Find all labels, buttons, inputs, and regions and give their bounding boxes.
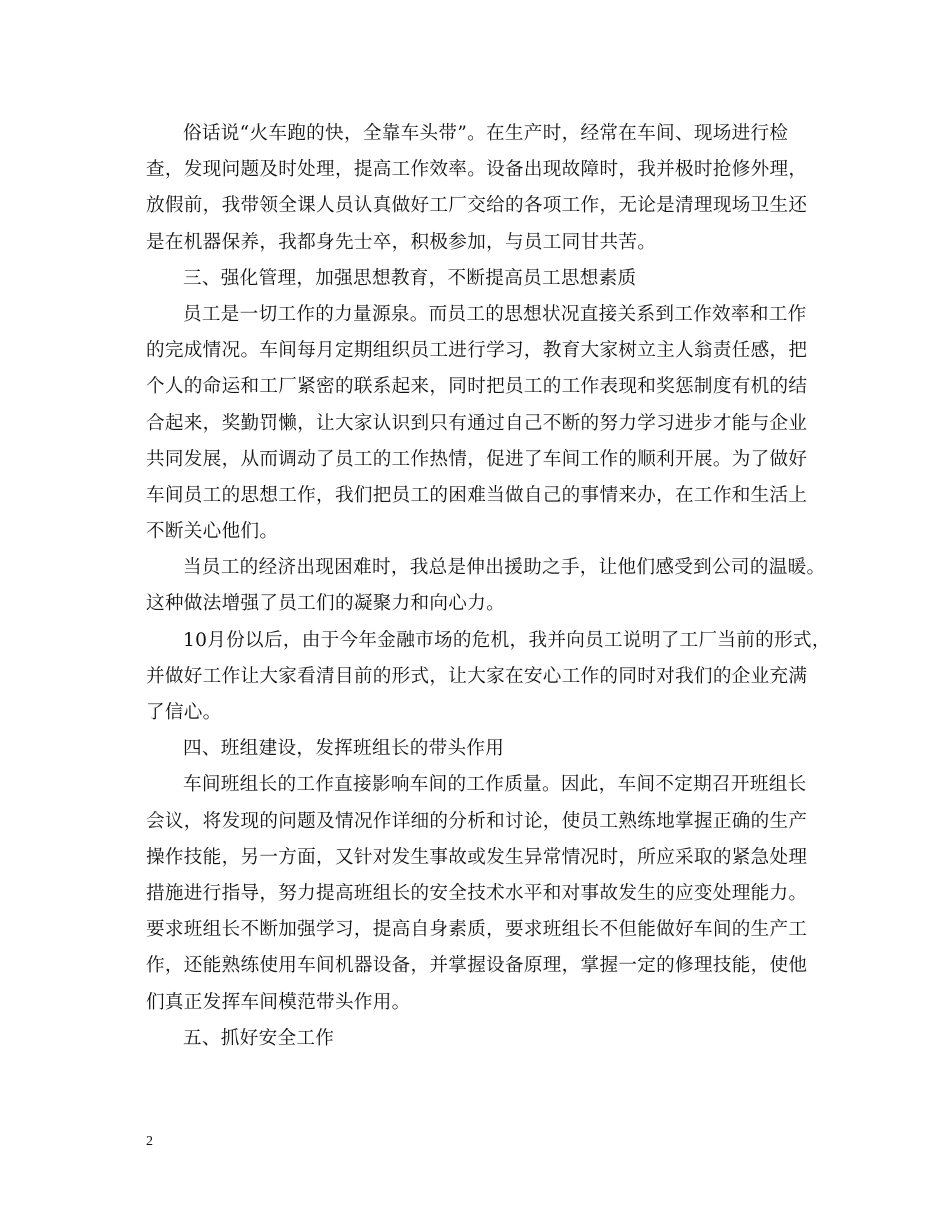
text-line: 们真正发挥车间模范带头作用。 — [146, 991, 411, 1013]
text-line: 车间员工的思想工作，我们把员工的困难当做自己的事情来办，在工作和生活上 — [146, 484, 808, 506]
text-line: 要求班组长不断加强学习，提高自身素质，要求班组长不但能做好车间的生产工 — [146, 919, 808, 941]
text-line: 放假前，我带领全课人员认真做好工厂交给的各项工作，无论是清理现场卫生还 — [146, 195, 808, 217]
text-line: 是在机器保养，我都身先士卒，积极参加，与员工同甘共苦。 — [146, 231, 657, 253]
text-line: 措施进行指导，努力提高班组长的安全技术水平和对事故发生的应变处理能力。 — [146, 882, 808, 904]
text-line: 车间班组长的工作直接影响车间的工作质量。因此，车间不定期召开班组长 — [183, 774, 807, 796]
text-line: 操作技能，另一方面，又针对发生事故或发生异常情况时，所应采取的紧急处理 — [146, 846, 808, 868]
text-line: 个人的命运和工厂紧密的联系起来，同时把员工的工作表现和奖惩制度有机的结 — [146, 376, 808, 398]
text-line: 了信心。 — [146, 702, 222, 723]
text-line: 合起来，奖勤罚懒，让大家认识到只有通过自己不断的努力学习进步才能与企业 — [146, 412, 808, 434]
text-line: 共同发展，从而调动了员工的工作热情，促进了车间工作的顺利开展。为了做好 — [146, 448, 808, 470]
document-body — [146, 116, 831, 1057]
page-number: 2 — [146, 1134, 153, 1149]
section-heading: 三、强化管理，加强思想教育，不断提高员工思想素质 — [183, 267, 637, 289]
text-line: 并做好工作让大家看清目前的形式，让大家在安心工作的同时对我们的企业充满 — [146, 665, 808, 687]
text-line: 查，发现问题及时处理，提高工作效率。设备出现故障时，我并极时抢修外理， — [146, 159, 808, 181]
text-line: 作，还能熟练使用车间机器设备，并掌握设备原理，掌握一定的修理技能，使他 — [146, 955, 808, 977]
text-line: 员工是一切工作的力量源泉。而员工的思想状况直接关系到工作效率和工作 — [183, 303, 807, 325]
section-heading: 五、抓好安全工作 — [183, 1027, 335, 1049]
text-line: 不断关心他们。 — [146, 521, 279, 543]
text-line: 俗话说“火车跑的快，全靠车头带”。在生产时，经常在车间、现场进行检 — [183, 123, 789, 144]
text-line: 会议，将发现的问题及情况作详细的分析和讨论，使员工熟练地掌握正确的生产 — [146, 810, 808, 832]
section-heading: 四、班组建设，发挥班组长的带头作用 — [183, 738, 505, 760]
text-line: 10月份以后，由于今年金融市场的危机，我并向员工说明了工厂当前的形式， — [183, 629, 831, 651]
text-line: 这种做法增强了员工们的凝聚力和向心力。 — [146, 593, 505, 615]
text-line: 的完成情况。车间每月定期组织员工进行学习，教育大家树立主人翁责任感，把 — [146, 340, 808, 362]
text-line: 当员工的经济出现困难时，我总是伸出援助之手，让他们感受到公司的温暖。 — [183, 557, 826, 579]
